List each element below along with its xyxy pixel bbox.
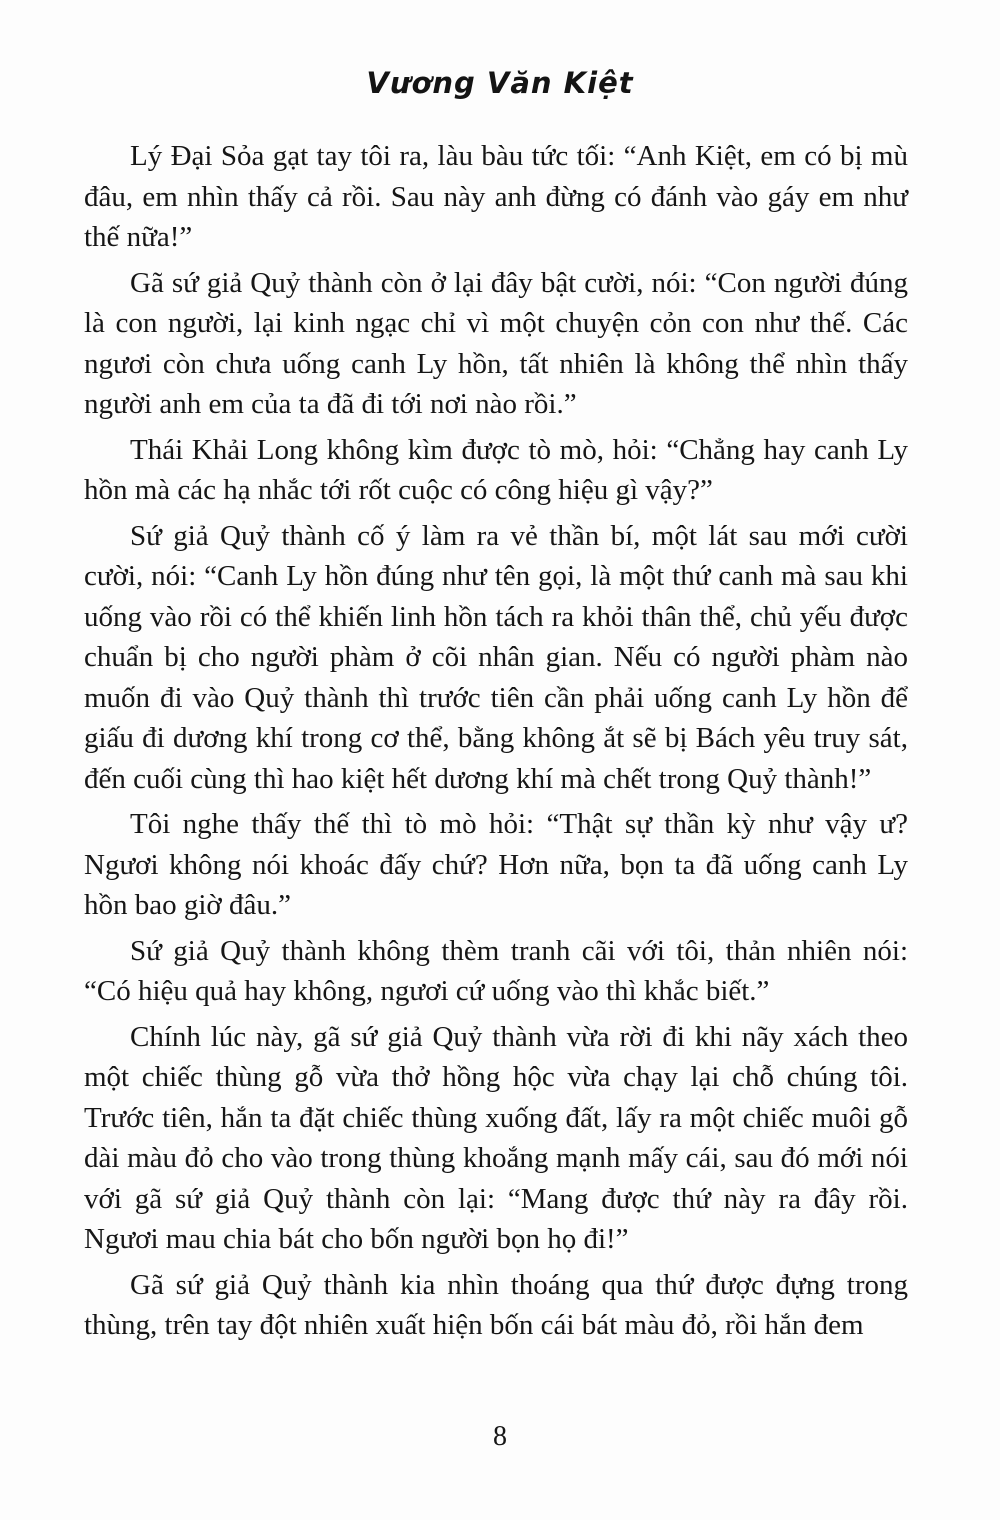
paragraph: Gã sứ giả Quỷ thành còn ở lại đây bật cười, nói: “Con người đúng là con người, lại kinh ngạc chỉ vì một chuyện cỏn con như thế. Các ngươi còn chưa uống canh Ly hồn, tất nhiên là không thể nhìn thấy người anh em của ta đã đi tới nơi nào rồi.” bbox=[84, 266, 908, 420]
paragraph: Thái Khải Long không kìm được tò mò, hỏi: “Chẳng hay canh Ly hồn mà các hạ nhắc tới rốt cuộc có công hiệu gì vậy?” bbox=[84, 433, 908, 506]
body-text bbox=[84, 136, 908, 1351]
paragraph: Lý Đại Sỏa gạt tay tôi ra, làu bàu tức tối: “Anh Kiệt, em có bị mù đâu, em nhìn thấy cả rồi. Sau này anh đừng có đánh vào gáy em như thế nữa!” bbox=[84, 140, 908, 253]
paragraph: Tôi nghe thấy thế thì tò mò hỏi: “Thật sự thần kỳ như vậy ư? Ngươi không nói khoác đấy chứ? Hơn nữa, bọn ta đã uống canh Ly hồn bao giờ đâu.” bbox=[84, 808, 908, 921]
page-number: 8 bbox=[493, 1421, 507, 1452]
paragraph: Gã sứ giả Quỷ thành kia nhìn thoáng qua thứ được đựng trong thùng, trên tay đột nhiên xuất hiện bốn cái bát màu đỏ, rồi hắn đem bbox=[84, 1268, 908, 1341]
paragraph: Chính lúc này, gã sứ giả Quỷ thành vừa rời đi khi nãy xách theo một chiếc thùng gỗ vừa thở hồng hộc vừa chạy lại chỗ chúng tôi. Trước tiên, hắn ta đặt chiếc thùng xuống đất, lấy ra một chiếc muôi gỗ dài màu đỏ cho vào trong thùng khoắng mạnh mấy cái, sau đó mới nói với gã sứ giả Quỷ thành còn lại: “Mang được thứ này ra đây rồi. Ngươi mau chia bát cho bốn người bọn họ đi!” bbox=[84, 1020, 908, 1255]
running-header-title: Vương Văn Kiệt bbox=[366, 66, 634, 100]
paragraph: Sứ giả Quỷ thành cố ý làm ra vẻ thần bí, một lát sau mới cười cười, nói: “Canh Ly hồn đúng như tên gọi, là một thứ canh mà sau khi uống vào rồi có thể khiến linh hồn tách ra khỏi thân thể, chủ yếu được chuẩn bị cho người phàm ở cõi nhân gian. Nếu có người phàm nào muốn đi vào Quỷ thành thì trước tiên cần phải uống canh Ly hồn để giấu đi dương khí trong cơ thể, bằng không ắt sẽ bị Bách yêu truy sát, đến cuối cùng thì hao kiệt hết dương khí mà chết trong Quỷ thành!” bbox=[84, 519, 908, 795]
paragraph: Sứ giả Quỷ thành không thèm tranh cãi với tôi, thản nhiên nói: “Có hiệu quả hay không, ngươi cứ uống vào thì khắc biết.” bbox=[84, 934, 908, 1007]
